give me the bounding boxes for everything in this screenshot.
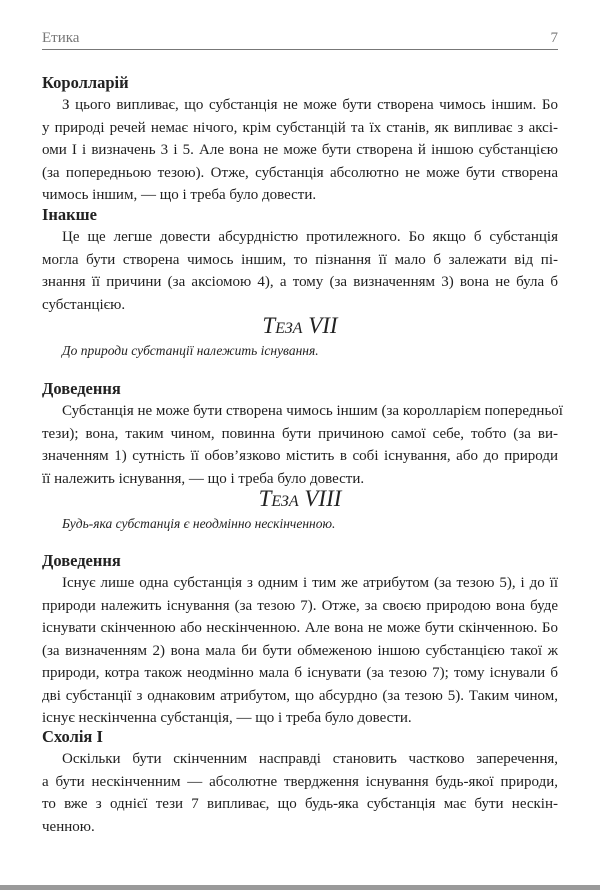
text-line: З цього випливає, що субстанція не може бути створена чимось іншим. Бо <box>62 97 558 113</box>
section-heading: Інакше <box>42 205 97 224</box>
text-line: існує нескінченна субстанція, — що і треба було довести. <box>42 710 412 726</box>
section-heading: Королларій <box>42 73 129 92</box>
text-line: то вже з однієї тези 7 випливає, що будь-яка субстанція має бути нескін- <box>42 796 558 812</box>
section-heading: Схолія I <box>42 727 103 746</box>
text-line: її належить існування, — що і треба було довести. <box>42 470 365 487</box>
text-line: знання її причини (за аксіомою 4), а тому (за визначенням 3) вона не була б <box>42 274 558 290</box>
text-line: тези); вона, таким чином, повинна бути причиною самої себе, тобто (за ви- <box>42 425 558 442</box>
section-proof-7 <box>42 378 563 490</box>
header-title: Етика <box>42 30 80 46</box>
text-line: субстанцією. <box>42 296 126 313</box>
text-line: ченною. <box>42 818 95 835</box>
text-line: природи належить існування (за тезою 7). Отже, за своєю природою вона буде <box>42 597 558 614</box>
thesis-8-statement: Будь-яка субстанція є неодмінно нескінченною. <box>62 516 336 531</box>
text-line: у природі речей немає нічого, крім субстанцій та їх станів, як випливає з аксі- <box>42 119 558 136</box>
section-corollary <box>42 72 558 207</box>
text-line: Субстанція не може бути створена чимось іншим (за королларієм попередньої <box>62 403 563 419</box>
thesis-8-title: Теза VIII <box>258 486 342 511</box>
running-header <box>42 30 558 50</box>
text-line: Існує лише одна субстанція з одним і тим же атрибутом (за тезою 5), і до її <box>62 575 558 591</box>
section-heading: Доведення <box>42 379 121 398</box>
text-line: природи, котра також неодмінно мала б існувати (за тезою 7); тому існували б <box>42 665 558 681</box>
section-scholium-1 <box>42 726 558 838</box>
section-otherwise <box>42 204 558 316</box>
text-line: могла бути створена чимось іншим, то пізнання її мало б залежати від пі- <box>42 251 558 268</box>
section-proof-8 <box>42 550 558 730</box>
text-line: значенням 1) сутність її обов’язково містить в собі існування, або до природи <box>42 448 558 464</box>
text-line: (за попередньою тезою). Отже, субстанція абсолютно не може бути створена <box>42 164 558 181</box>
page-number: 7 <box>550 30 558 46</box>
text-line: існувати скінченною або нескінченною. Але вона не може бути скінченною. Бо <box>42 620 558 636</box>
text-line: оми I і визначень 3 і 5. Але вона не може бути створена й іншою субстанцією <box>42 142 558 158</box>
section-heading: Доведення <box>42 551 121 570</box>
text-line: дві субстанції з однаковим атрибутом, що абсурдно (за тезою 5). Таким чином, <box>42 687 558 704</box>
thesis-7-statement: До природи субстанції належить існування. <box>62 343 319 358</box>
thesis-7-title: Теза VII <box>262 313 338 338</box>
page-bottom-edge <box>0 885 600 890</box>
text-line: Оскільки бути скінченним насправді становить частково заперечення, <box>62 751 558 767</box>
text-line: а бути нескінченним — абсолютне твердження існування будь-якої природи, <box>42 773 558 790</box>
text-line: чимось іншим, — що і треба було довести. <box>42 187 317 203</box>
text-line: (за визначенням 2) вона мала би бути обмеженою іншою субстанцією такої ж <box>42 642 558 659</box>
text-line: Це ще легше довести абсурдністю протилежного. Бо якщо б субстанція <box>62 229 558 245</box>
